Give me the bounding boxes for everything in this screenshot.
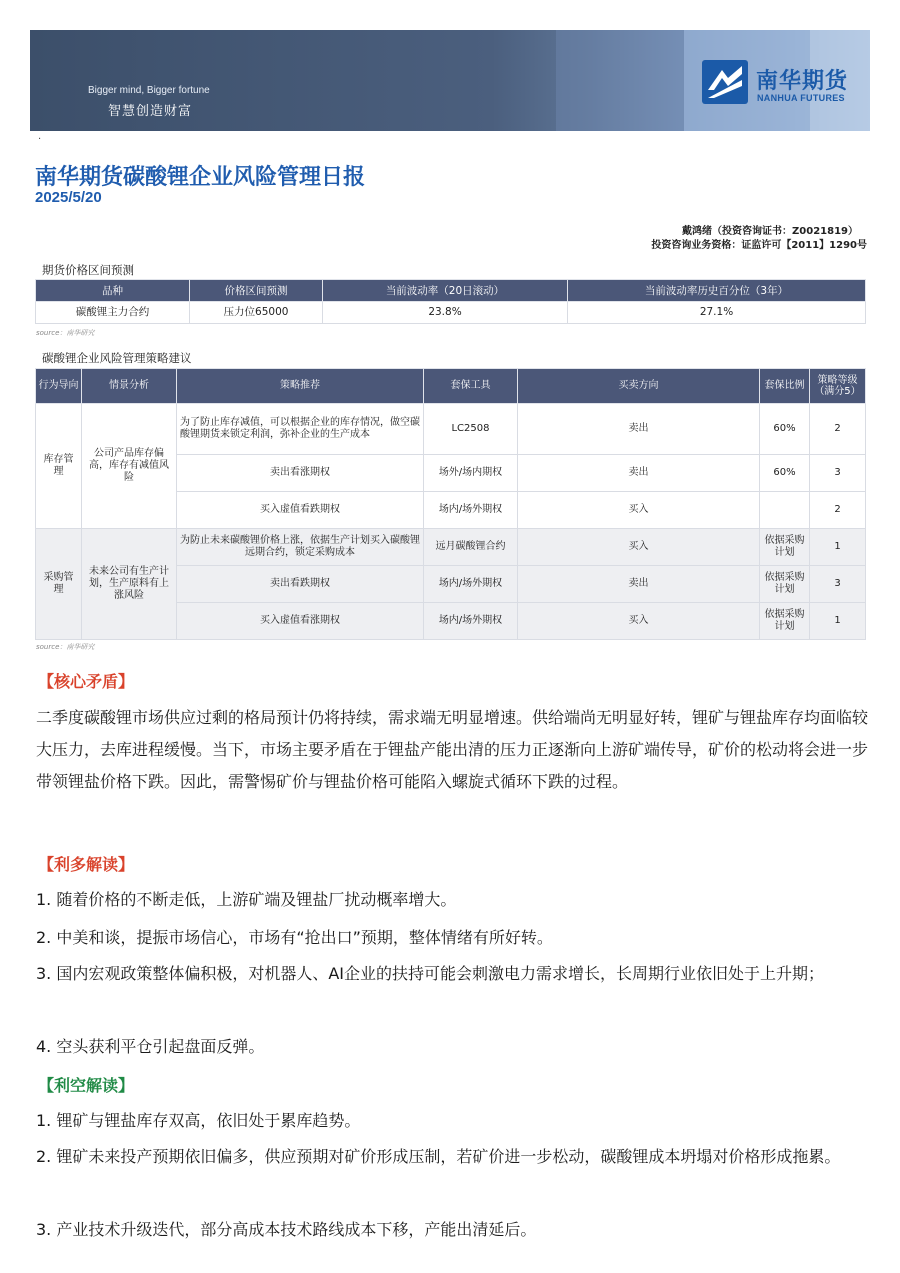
core-heading: 【核心矛盾】 bbox=[38, 672, 135, 691]
header-banner bbox=[30, 30, 870, 131]
column-header: 套保工具 bbox=[424, 369, 518, 404]
bearish-item: 3. 产业技术升级迭代，部分高成本技术路线成本下移，产能出清延后。 bbox=[36, 1220, 537, 1239]
grade-cell: 1 bbox=[810, 603, 866, 640]
strategy-table-label: 碳酸锂企业风险管理策略建议 bbox=[42, 351, 192, 365]
license-info: 投资咨询业务资格：证监许可【2011】1290号 bbox=[651, 240, 867, 251]
grade-cell: 2 bbox=[810, 404, 866, 455]
column-header: 情景分析 bbox=[82, 369, 177, 404]
bullish-item: 1. 随着价格的不断走低，上游矿端及锂盐厂扰动概率增大。 bbox=[36, 890, 457, 909]
tool-cell: 远月碳酸锂合约 bbox=[424, 529, 518, 566]
direction-cell: 买入 bbox=[518, 603, 760, 640]
column-header: 策略等级（满分5） bbox=[810, 369, 866, 404]
strategy-cell: 卖出看涨期权 bbox=[177, 455, 424, 492]
column-header: 当前波动率（20日滚动） bbox=[323, 280, 568, 302]
column-header: 买卖方向 bbox=[518, 369, 760, 404]
bearish-item: 2. 锂矿未来投产预期依旧偏多，供应预期对矿价形成压制，若矿价进一步松动，碳酸锂成本坍塌对价格形成拖累。 bbox=[36, 1147, 841, 1166]
bearish-heading: 【利空解读】 bbox=[38, 1076, 135, 1095]
table-cell: 碳酸锂主力合约 bbox=[36, 302, 190, 324]
slogan-english: Bigger mind, Bigger fortune bbox=[88, 85, 210, 96]
logo-english-name: NANHUA FUTURES bbox=[757, 93, 845, 103]
table-cell: 压力位65000 bbox=[190, 302, 323, 324]
ratio-cell: 依据采购计划 bbox=[760, 529, 810, 566]
column-header: 品种 bbox=[36, 280, 190, 302]
bullish-heading: 【利多解读】 bbox=[38, 855, 135, 874]
table-header-row bbox=[36, 369, 866, 404]
ratio-cell: 60% bbox=[760, 455, 810, 492]
ratio-cell bbox=[760, 492, 810, 529]
ratio-cell: 60% bbox=[760, 404, 810, 455]
bullish-item: 3. 国内宏观政策整体偏积极，对机器人、AI企业的扶持可能会刺激电力需求增长，长周期行业依旧处于上升期； bbox=[36, 964, 825, 983]
strategy-table bbox=[35, 368, 866, 640]
price-forecast-table bbox=[35, 279, 866, 324]
tool-cell: LC2508 bbox=[424, 404, 518, 455]
direction-cell: 卖出 bbox=[518, 566, 760, 603]
column-header: 套保比例 bbox=[760, 369, 810, 404]
source-note: source：南华研究 bbox=[36, 329, 95, 337]
grade-cell: 3 bbox=[810, 566, 866, 603]
grade-cell: 1 bbox=[810, 529, 866, 566]
table-cell: 23.8% bbox=[323, 302, 568, 324]
bullish-item: 2. 中美和谈，提振市场信心，市场有“抢出口”预期，整体情绪有所好转。 bbox=[36, 928, 553, 947]
direction-cell: 卖出 bbox=[518, 404, 760, 455]
strategy-cell: 为了防止库存减值，可以根据企业的库存情况，做空碳酸锂期货来锁定利润，弥补企业的生产成本 bbox=[177, 404, 424, 455]
source-note: source：南华研究 bbox=[36, 643, 95, 651]
column-header: 行为导向 bbox=[36, 369, 82, 404]
orientation-cell: 采购管理 bbox=[36, 529, 82, 640]
logo-chinese-name: 南华期货 bbox=[756, 69, 849, 94]
column-header: 当前波动率历史百分位（3年） bbox=[568, 280, 866, 302]
tool-cell: 场内/场外期权 bbox=[424, 492, 518, 529]
ratio-cell: 依据采购计划 bbox=[760, 566, 810, 603]
tool-cell: 场内/场外期权 bbox=[424, 566, 518, 603]
grade-cell: 3 bbox=[810, 455, 866, 492]
table-cell: 27.1% bbox=[568, 302, 866, 324]
grade-cell: 2 bbox=[810, 492, 866, 529]
bearish-item: 1. 锂矿与锂盐库存双高，依旧处于累库趋势。 bbox=[36, 1111, 361, 1130]
tool-cell: 场内/场外期权 bbox=[424, 603, 518, 640]
price-table-label: 期货价格区间预测 bbox=[42, 263, 134, 277]
table-row bbox=[36, 529, 866, 566]
column-header: 策略推荐 bbox=[177, 369, 424, 404]
strategy-cell: 买入虚值看涨期权 bbox=[177, 603, 424, 640]
report-title: 南华期货碳酸锂企业风险管理日报 bbox=[35, 165, 366, 190]
slogan-chinese: 智慧创造财富 bbox=[108, 104, 193, 119]
nanhua-logo-icon bbox=[702, 60, 748, 104]
core-paragraph: 二季度碳酸锂市场供应过剩的格局预计仍将持续，需求端无明显增速。供给端尚无明显好转，锂矿与锂盐库存均面临较大压力，去库进程缓慢。当下，市场主要矛盾在于锂盐产能出清的压力正逐渐向上游矿端传导，矿价的松动将会进一步带领锂盐价格下跌。因此，需警惕矿价与锂盐价格可能陷入螺旋式循环下跌的过程。 bbox=[36, 708, 869, 791]
scenario-cell: 未来公司有生产计划，生产原料有上涨风险 bbox=[82, 529, 177, 640]
tool-cell: 场外/场内期权 bbox=[424, 455, 518, 492]
ratio-cell: 依据采购计划 bbox=[760, 603, 810, 640]
strategy-cell: 买入虚值看跌期权 bbox=[177, 492, 424, 529]
column-header: 价格区间预测 bbox=[190, 280, 323, 302]
scenario-cell: 公司产品库存偏高，库存有减值风险 bbox=[82, 404, 177, 529]
direction-cell: 买入 bbox=[518, 492, 760, 529]
table-row bbox=[36, 302, 866, 324]
separator-dot: · bbox=[38, 134, 42, 145]
report-date: 2025/5/20 bbox=[35, 189, 102, 206]
author-credential: 戴鸿绪（投资咨询证书：Z0021819） bbox=[682, 226, 858, 237]
orientation-cell: 库存管理 bbox=[36, 404, 82, 529]
table-row bbox=[36, 404, 866, 455]
direction-cell: 买入 bbox=[518, 529, 760, 566]
strategy-cell: 为防止未来碳酸锂价格上涨，依据生产计划买入碳酸锂远期合约，锁定采购成本 bbox=[177, 529, 424, 566]
table-header-row bbox=[36, 280, 866, 302]
strategy-cell: 卖出看跌期权 bbox=[177, 566, 424, 603]
direction-cell: 卖出 bbox=[518, 455, 760, 492]
bullish-item: 4. 空头获利平仓引起盘面反弹。 bbox=[36, 1037, 265, 1056]
banner-band bbox=[556, 30, 684, 131]
